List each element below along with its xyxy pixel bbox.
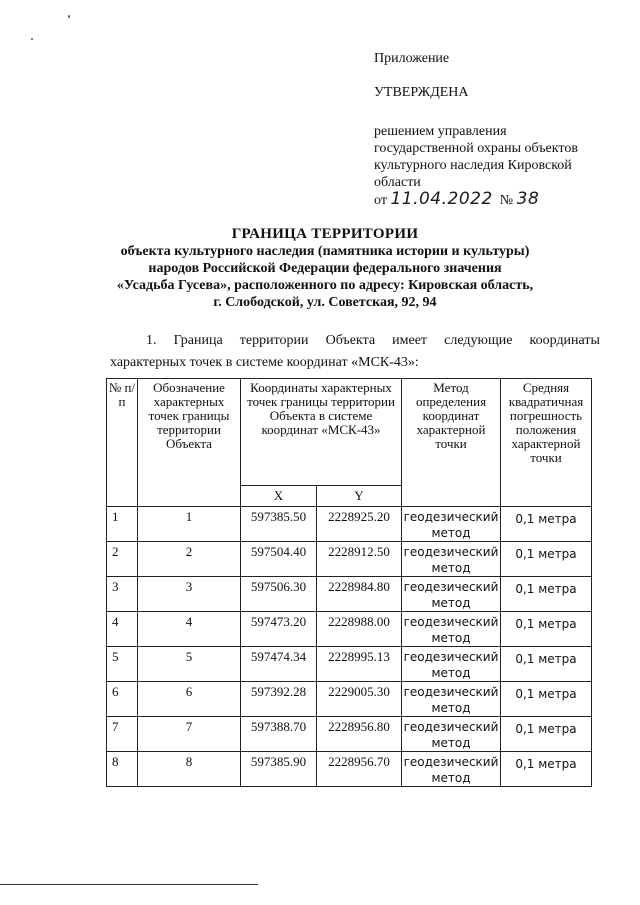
date-prefix: от [374,193,387,208]
cell-designation: 8 [138,752,241,787]
cell-error: 0,1 метра [501,647,592,682]
coordinates-table [106,378,592,787]
cell-y: 2228988.00 [317,612,402,647]
paragraph-word: Объекта [325,333,376,348]
paragraph-word: следующие [444,333,513,348]
cell-error: 0,1 метра [501,682,592,717]
handwritten-date: 11.04.2022 [390,189,493,209]
cell-method: геодезический метод [402,542,501,577]
header-designation: Обозначение характерных точек границы территории Объекта [138,379,241,507]
cell-designation: 1 [138,507,241,542]
document-title [100,226,550,311]
header-x: X [241,486,317,507]
cell-method: геодезический метод [402,682,501,717]
cell-num: 2 [107,542,138,577]
cell-y: 2228912.50 [317,542,402,577]
cell-x: 597388.70 [241,717,317,752]
cell-designation: 7 [138,717,241,752]
scan-speck [68,15,70,18]
paragraph-word: координаты [529,333,600,348]
decision-line: государственной охраны объектов [374,141,578,156]
header-num: № п/п [107,379,138,507]
cell-y: 2228984.80 [317,577,402,612]
title-line: «Усадьба Гусева», расположенного по адресу: Кировская область, [116,278,534,293]
cell-method: геодезический метод [402,647,501,682]
cell-method: геодезический метод [402,612,501,647]
cell-error: 0,1 метра [501,542,592,577]
table-body [107,507,592,787]
table-row [107,682,592,717]
header-coordinates: Координаты характерных точек границы территории Объекта в системе координат «МСК-43» [241,379,402,486]
header-y: Y [317,486,402,507]
approved-label: УТВЕРЖДЕНА [374,85,469,100]
cell-method: геодезический метод [402,577,501,612]
cell-method: геодезический метод [402,717,501,752]
cell-x: 597385.90 [241,752,317,787]
cell-designation: 6 [138,682,241,717]
table-row [107,752,592,787]
handwritten-number: 38 [516,189,540,209]
title-line: народов Российской Федерации федерального значения [148,261,502,276]
cell-y: 2229005.30 [317,682,402,717]
cell-designation: 5 [138,647,241,682]
footer-divider [0,884,258,885]
appendix-label: Приложение [374,51,450,66]
cell-y: 2228925.20 [317,507,402,542]
decision-line: решением управления [374,124,507,139]
scan-speck [31,38,33,40]
decision-line: области [374,175,421,190]
title-main: ГРАНИЦА ТЕРРИТОРИИ [231,226,419,242]
cell-y: 2228995.13 [317,647,402,682]
cell-num: 3 [107,577,138,612]
paragraph-word: имеет [392,333,428,348]
date-number-line [374,191,614,209]
cell-num: 6 [107,682,138,717]
cell-num: 4 [107,612,138,647]
table-row [107,647,592,682]
approval-stamp [374,50,614,209]
cell-designation: 2 [138,542,241,577]
cell-error: 0,1 метра [501,612,592,647]
cell-x: 597385.50 [241,507,317,542]
cell-num: 5 [107,647,138,682]
decision-line: культурного наследия Кировской [374,158,572,173]
cell-num: 1 [107,507,138,542]
cell-error: 0,1 метра [501,717,592,752]
cell-num: 8 [107,752,138,787]
paragraph-word: 1. [146,333,157,348]
cell-error: 0,1 метра [501,507,592,542]
cell-designation: 3 [138,577,241,612]
header-error: Средняя квадратичная погрешность положения характерной точки [501,379,592,507]
cell-num: 7 [107,717,138,752]
cell-method: геодезический метод [402,507,501,542]
table-row [107,542,592,577]
cell-method: геодезический метод [402,752,501,787]
cell-y: 2228956.70 [317,752,402,787]
paragraph-word: Граница [173,333,223,348]
table-row [107,507,592,542]
cell-error: 0,1 метра [501,577,592,612]
cell-x: 597474.34 [241,647,317,682]
table-row [107,612,592,647]
cell-error: 0,1 метра [501,752,592,787]
number-prefix: № [499,193,514,208]
paragraph-second-line: характерных точек в системе координат «МСК-43»: [110,355,419,370]
cell-designation: 4 [138,612,241,647]
title-line: объекта культурного наследия (памятника истории и культуры) [120,244,530,259]
paragraph-word: территории [239,333,309,348]
title-line: г. Слободской, ул. Советская, 92, 94 [213,295,437,310]
cell-x: 597506.30 [241,577,317,612]
table-row [107,717,592,752]
cell-x: 597473.20 [241,612,317,647]
intro-paragraph [110,330,600,374]
cell-x: 597392.28 [241,682,317,717]
cell-y: 2228956.80 [317,717,402,752]
header-method: Метод определения координат характерной точки [402,379,501,507]
paragraph-first-line [110,330,600,352]
cell-x: 597504.40 [241,542,317,577]
table-row [107,577,592,612]
